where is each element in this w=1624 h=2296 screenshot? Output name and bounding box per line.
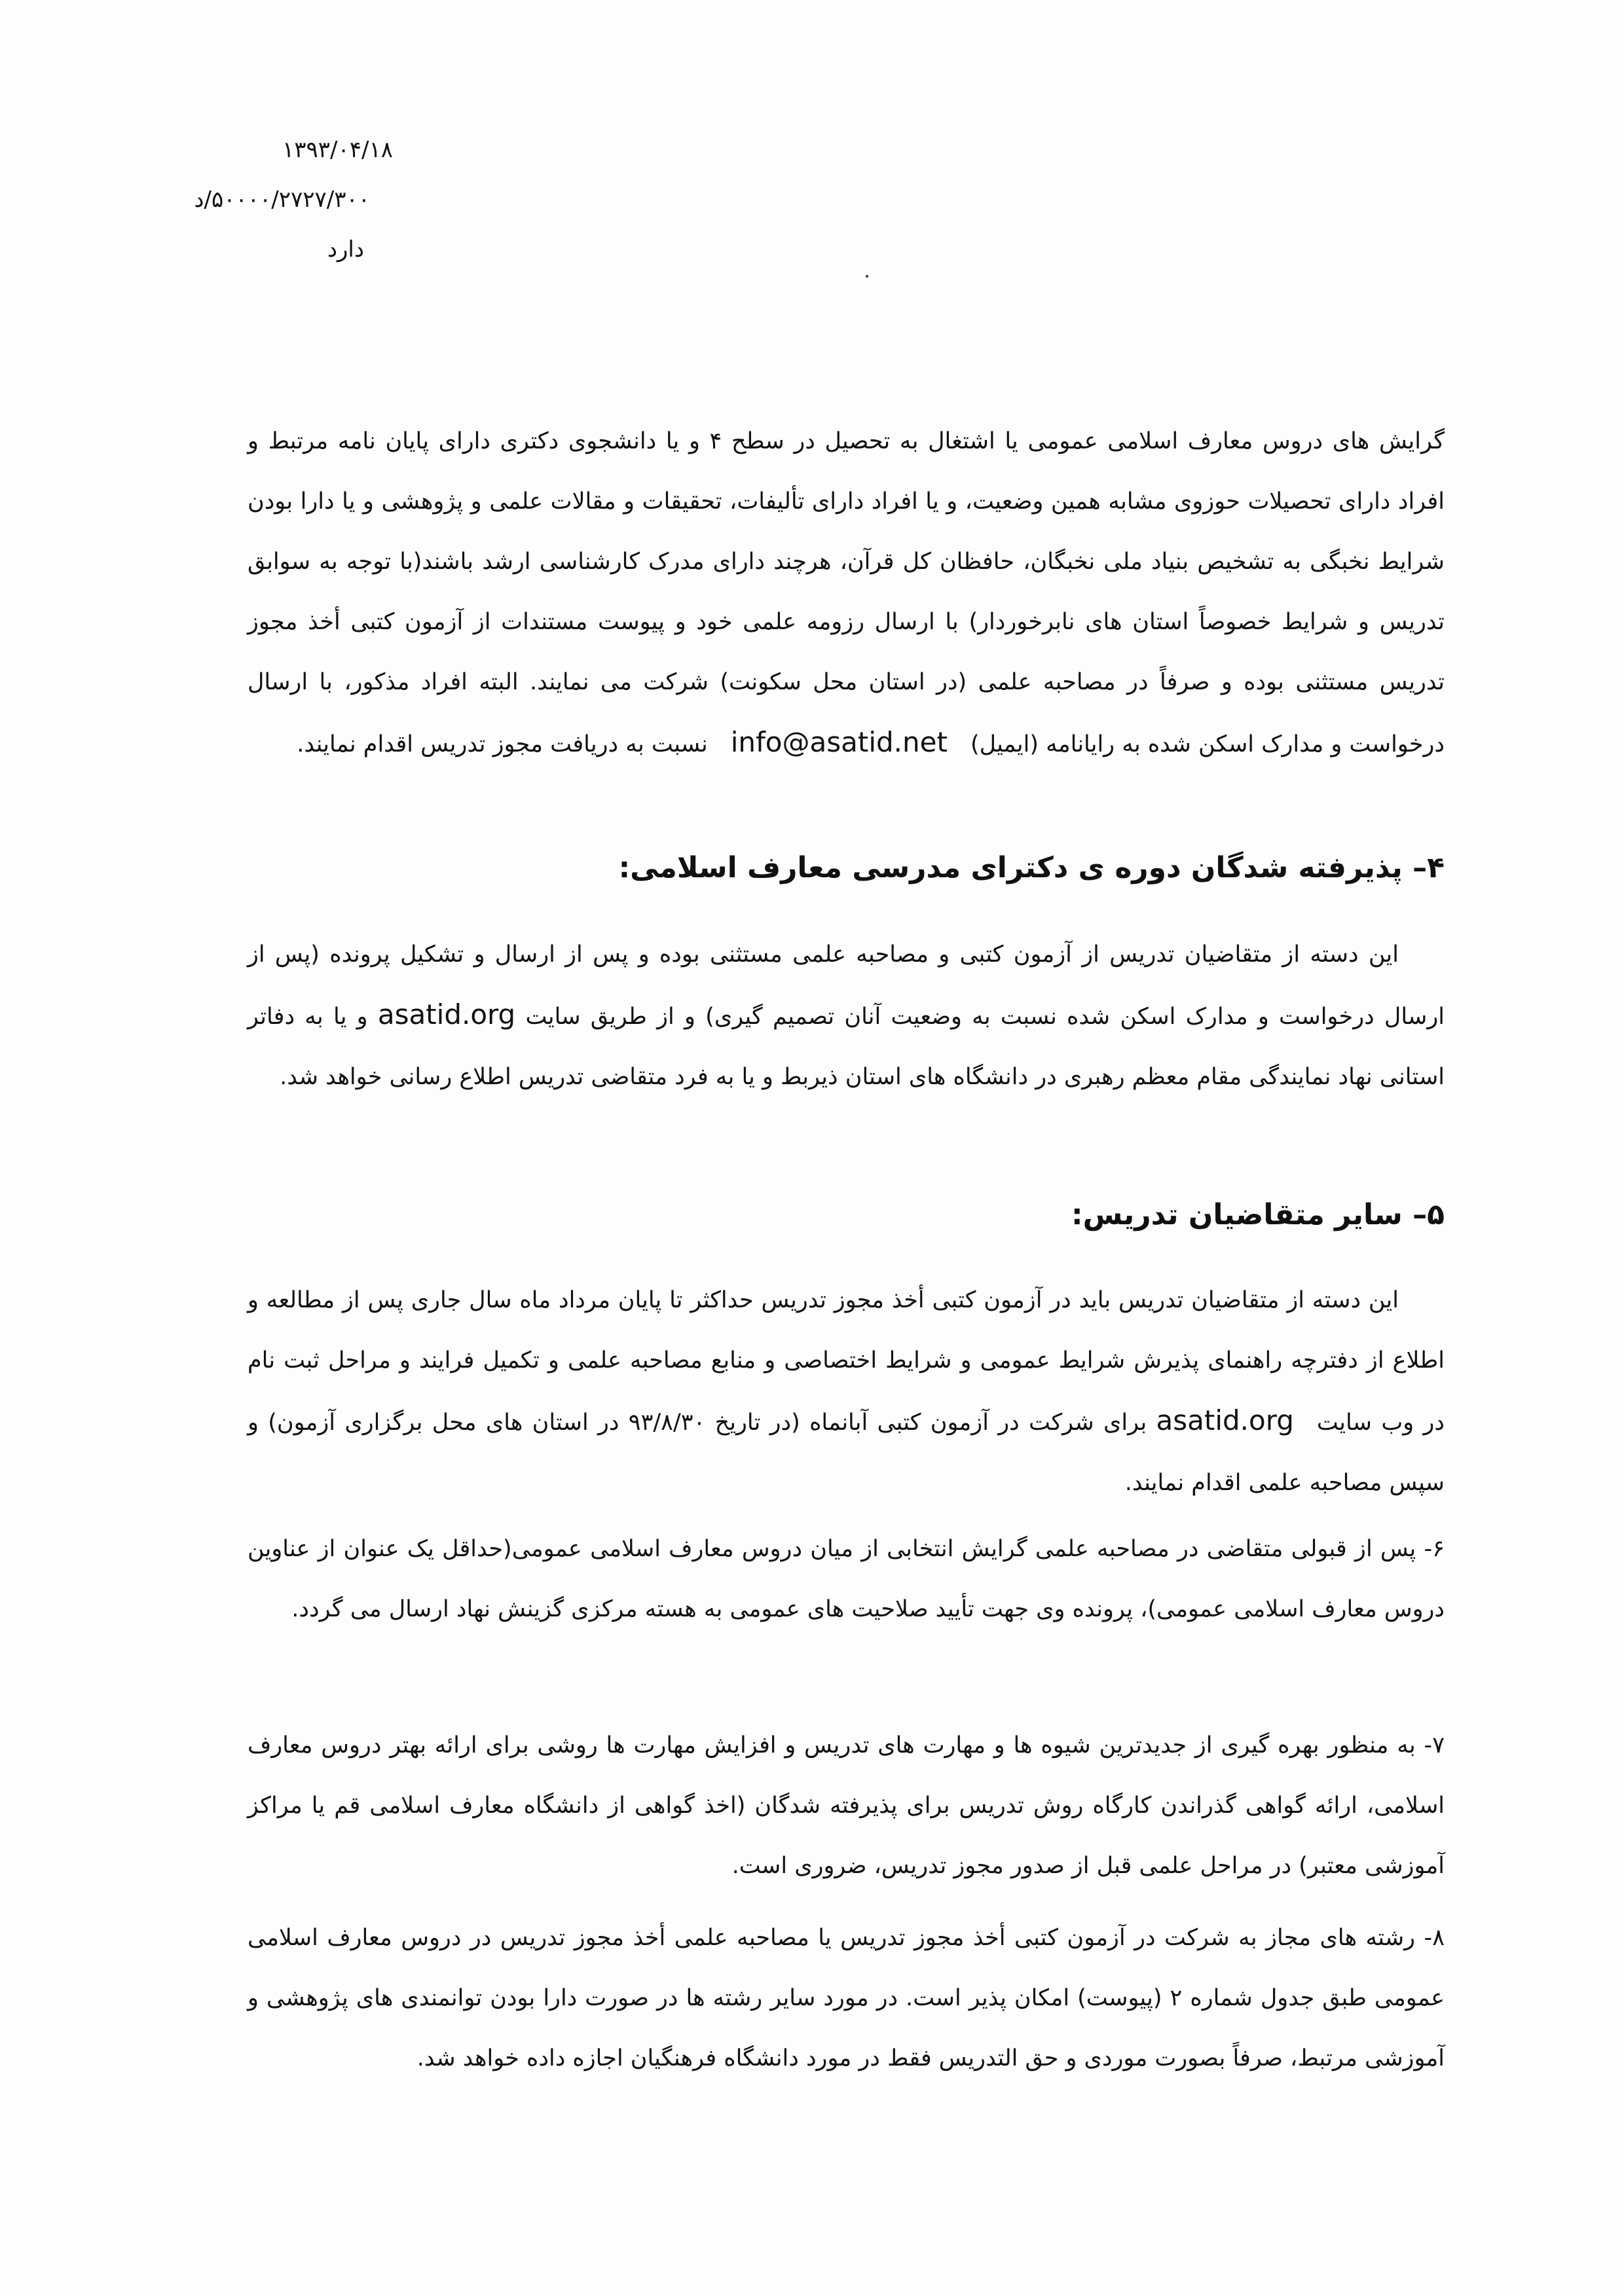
section-4-heading: ۴– پذیرفته شدگان دوره ی دکترای مدرسی معارف اسلامی: bbox=[618, 851, 1445, 884]
intro-paragraph-block bbox=[248, 411, 1445, 774]
letter-attachment: دارد bbox=[327, 236, 364, 263]
scan-speck bbox=[866, 275, 868, 278]
section-5-text: این دسته از متقاضیان تدریس باید در آزمون کتبی أخذ مجوز تدریس حداکثر تا پایان مرداد ماه سال جاری پس از مطالعه و اطلاع از دفترچه راهنمای پذیرش شرایط عمومی و شرایط اختصاصی و منابع مصاحبه علمی و تکمیل فرایند و مراحل ثبت نام در وب سایت bbox=[248, 1287, 1445, 1436]
section-4-text-end: و یا به دفاتر استانی نهاد نمایندگی مقام معظم رهبری در دانشگاه های استان ذیربط و یا به فرد متقاضی تدریس اطلاع رسانی خواهد شد. bbox=[248, 1004, 1445, 1090]
email-address: info@asatid.net bbox=[730, 726, 948, 758]
item-7-paragraph: ۷- به منظور بهره گیری از جدیدترین شیوه ها و مهارت های تدریس و افزایش مهارت ها روشی برای ارائه بهتر دروس معارف اسلامی، ارائه گواهی گذراندن کارگاه روش تدریس برای پذیرفته شدگان (اخذ گواهی از دانشگاه معارف اسلامی قم یا مراکز آموزشی معتبر) در مراحل علمی قبل از صدور مجوز تدریس، ضروری است. bbox=[248, 1732, 1445, 1879]
section-4-paragraph bbox=[248, 924, 1445, 1107]
section-5-text-end: برای شرکت در آزمون کتبی آبانماه (در تاریخ ۹۳/۸/۳۰ در استان های محل برگزاری آزمون) و سپس مصاحبه علمی اقدام نمایند. bbox=[248, 1410, 1445, 1496]
section-4-website: asatid.org bbox=[377, 998, 516, 1030]
section-4-text: این دسته از متقاضیان تدریس از آزمون کتبی و مصاحبه علمی مستثنی بوده و پس از ارسال و تشکیل پرونده (پس از ارسال درخواست و مدارک اسکن شده نسبت به وضعیت آنان تصمیم گیری) و از طریق سایت bbox=[248, 941, 1445, 1030]
section-5-paragraph-block bbox=[248, 1270, 1445, 1513]
item-6-block bbox=[248, 1519, 1445, 1639]
section-5-paragraph bbox=[248, 1270, 1445, 1513]
letter-number: ۵۰۰۰۰/۲۷۲۷/۳۰۰/د bbox=[194, 187, 370, 213]
item-7-block bbox=[248, 1715, 1445, 1896]
section-4-paragraph-block bbox=[248, 924, 1445, 1107]
section-5-heading-block bbox=[248, 1195, 1445, 1235]
item-8-paragraph: ۸- رشته های مجاز به شرکت در آزمون کتبی أخذ مجوز تدریس یا مصاحبه علمی أخذ مجوز تدریس در دروس معارف اسلامی عمومی طبق جدول شماره ۲ (پیوست) امکان پذیر است. در مورد سایر رشته ها در صورت دارا بودن توانمندی های پژوهشی و آموزشی مرتبط، صرفاً بصورت موردی و حق التدریس فقط در مورد دانشگاه فرهنگیان اجازه داده خواهد شد. bbox=[248, 1925, 1445, 2071]
intro-text-end: نسبت به دریافت مجوز تدریس اقدام نمایند. bbox=[297, 731, 708, 757]
section-5-website: asatid.org bbox=[1156, 1404, 1294, 1436]
item-8-block bbox=[248, 1908, 1445, 2088]
section-5-heading: ۵– سایر متقاضیان تدریس: bbox=[1071, 1198, 1445, 1231]
intro-paragraph bbox=[248, 411, 1445, 774]
item-6-paragraph: ۶- پس از قبولی متقاضی در مصاحبه علمی گرایش انتخابی از میان دروس معارف اسلامی عمومی(حداقل یک عنوان از عناوین دروس معارف اسلامی عمومی)، پرونده وی جهت تأیید صلاحیت های عمومی به هسته مرکزی گزینش نهاد ارسال می گردد. bbox=[248, 1536, 1445, 1622]
section-4-heading-block bbox=[248, 848, 1445, 888]
intro-text: گرایش های دروس معارف اسلامی عمومی یا اشتغال به تحصیل در سطح ۴ و یا دانشجوی دکتری دارای پایان نامه مرتبط و افراد دارای تحصیلات حوزوی مشابه همین وضعیت، و یا افراد دارای تألیفات، تحقیقات و مقالات علمی و پژوهشی و یا دارا بودن شرایط نخبگی به تشخیص بنیاد ملی نخبگان، حافظان کل قرآن، هرچند دارای مدرک کارشناسی ارشد باشند(با توجه به سوابق تدریس و شرایط خصوصاً استان های نابرخوردار) با ارسال رزومه علمی خود و پیوست مستندات از آزمون کتبی أخذ مجوز تدریس مستثنی بوده و صرفاً در مصاحبه علمی (در استان محل سکونت) شرکت می نمایند. البته افراد مذکور، با ارسال درخواست و مدارک اسکن شده به رایانامه (ایمیل) bbox=[248, 428, 1445, 757]
letter-date: ۱۳۹۳/۰۴/۱۸ bbox=[282, 137, 393, 163]
